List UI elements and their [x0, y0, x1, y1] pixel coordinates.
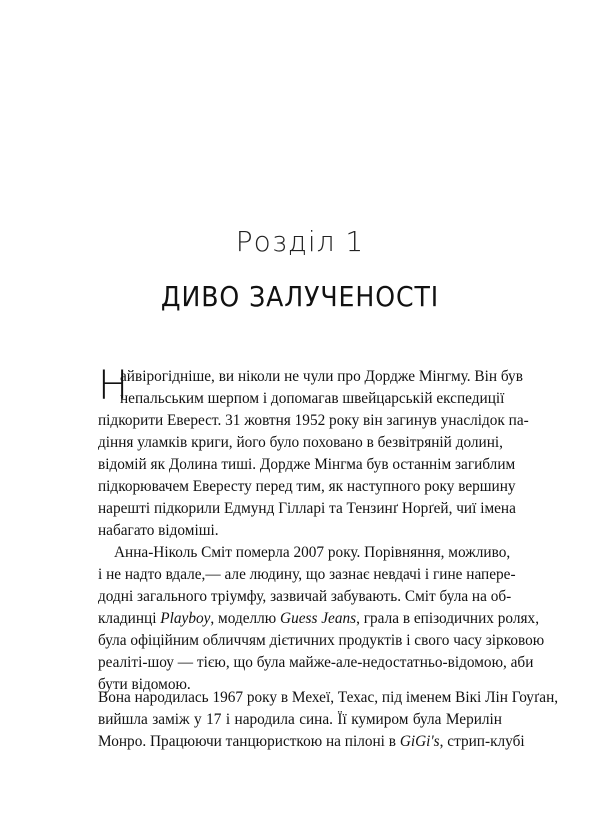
chapter-title: ДИВО ЗАЛУЧЕНОСТІ — [160, 280, 440, 313]
text-line: непальським шерпом і допомагав швейцарській експедиції — [120, 390, 505, 407]
paragraph-2 — [98, 542, 545, 696]
text-line: відомій як Долина тиші. Дордже Мінгма був останнім загиблим — [98, 456, 516, 473]
paragraph-3 — [98, 687, 559, 753]
text-run: , грала в епізодичних ролях, — [356, 610, 540, 627]
text-line: діння уламків криги, його було поховано в безвітряній долині, — [98, 434, 504, 451]
magazine-name: Playboy — [160, 610, 211, 627]
text-run: , стрип-клубі — [439, 733, 525, 750]
text-line: була офіційним обличчям дієтичних продуктів і свого часу зірковою — [98, 632, 545, 649]
club-name: GiGi's — [399, 733, 440, 750]
text-line: вийшла заміж у 17 і народила сина. Її кумиром була Мерилін — [98, 711, 502, 728]
text-line: Анна-Ніколь Сміт померла 2007 року. Порівняння, можливо, — [114, 544, 511, 561]
text-run: , моделлю — [210, 610, 281, 627]
drop-cap: Н — [98, 363, 129, 409]
text-line: підкорювачем Евересту перед тим, як наступного року вершину — [98, 478, 516, 495]
text-line: бути відомою. — [98, 676, 191, 693]
text-line: додні загального тріумфу, зазвичай забувають. Сміт була на об- — [98, 588, 512, 605]
text-line: і не надто вдале,— але людину, що зазнає невдачі і гине напере- — [98, 566, 516, 583]
text-line — [98, 608, 540, 630]
text-run: Монро. Працюючи танцюристкою на пілоні в — [98, 733, 400, 750]
brand-name: Guess Jeans — [280, 610, 357, 627]
paragraph-1 — [98, 363, 529, 542]
text-line — [98, 731, 525, 753]
text-line: підкорити Еверест. 31 жовтня 1952 року він загинув унаслідок па- — [98, 412, 529, 429]
text-run: кладинці — [98, 610, 161, 627]
text-line: Вона народилась 1967 року в Мехеї, Техас, під іменем Вікі Лін Гоуґан, — [98, 689, 559, 706]
text-line: реаліті-шоу — тією, що була майже-але-недостатньо-відомою, аби — [98, 654, 534, 671]
chapter-label: Розділ 1 — [235, 225, 365, 258]
text-line: нарешті підкорили Едмунд Гілларі та Тензинґ Норґей, чиї імена — [98, 500, 516, 517]
text-line: айвірогідніше, ви ніколи не чули про Дордже Мінгму. Він був — [120, 368, 523, 385]
text-line: набагато відоміші. — [98, 522, 219, 539]
